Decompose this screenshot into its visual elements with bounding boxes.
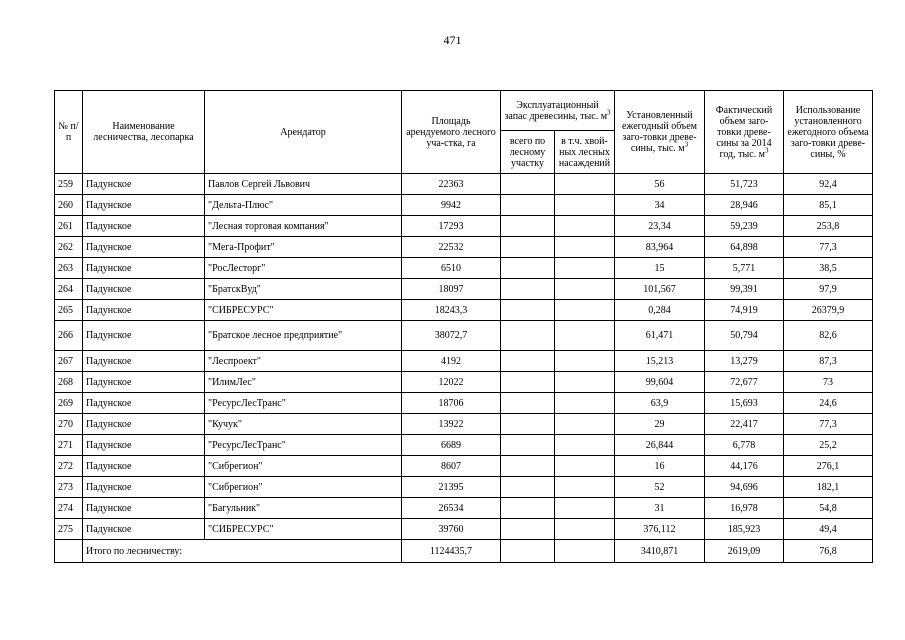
- cell-num: 268: [55, 372, 83, 393]
- table-row: [55, 351, 873, 372]
- table-row: [55, 195, 873, 216]
- cell-usage: 92,4: [784, 174, 873, 195]
- cell-allowed: 376,112: [615, 519, 705, 540]
- cell-actual: 16,978: [705, 498, 784, 519]
- cell-forestry: Падунское: [83, 519, 205, 540]
- cell-tenant: "Лесная торговая компания": [205, 216, 402, 237]
- cell-stock-total: [501, 498, 555, 519]
- cell-area: 13922: [402, 414, 501, 435]
- page-number: 471: [443, 33, 462, 47]
- cell-area: 21395: [402, 477, 501, 498]
- cell-stock-total: [501, 519, 555, 540]
- cell-num: 269: [55, 393, 83, 414]
- cell-stock-total: [501, 279, 555, 300]
- cell-num: 272: [55, 456, 83, 477]
- cell-actual: 28,946: [705, 195, 784, 216]
- total-num-cell: [55, 540, 83, 563]
- total-usage: 76,8: [784, 540, 873, 563]
- cell-actual: 59,239: [705, 216, 784, 237]
- cell-area: 4192: [402, 351, 501, 372]
- header-area: Площадь арендуемого лесного уча-стка, га: [402, 91, 501, 174]
- cell-num: 259: [55, 174, 83, 195]
- header-actual-sup: 3: [765, 146, 769, 155]
- table-row: [55, 321, 873, 351]
- cell-num: 274: [55, 498, 83, 519]
- cell-actual: 185,923: [705, 519, 784, 540]
- cell-usage: 25,2: [784, 435, 873, 456]
- total-allowed: 3410,871: [615, 540, 705, 563]
- cell-allowed: 0,284: [615, 300, 705, 321]
- cell-usage: 24,6: [784, 393, 873, 414]
- cell-stock-conifer: [555, 351, 615, 372]
- cell-actual: 5,771: [705, 258, 784, 279]
- cell-actual: 74,919: [705, 300, 784, 321]
- cell-tenant: Павлов Сергей Львович: [205, 174, 402, 195]
- cell-stock-total: [501, 195, 555, 216]
- cell-num: 275: [55, 519, 83, 540]
- cell-tenant: "Леспроект": [205, 351, 402, 372]
- cell-forestry: Падунское: [83, 237, 205, 258]
- header-allowed-sup: 3: [684, 140, 689, 149]
- cell-actual: 50,794: [705, 321, 784, 351]
- header-allowed: [615, 91, 705, 174]
- total-label: Итого по лесничеству:: [83, 540, 402, 563]
- cell-usage: 85,1: [784, 195, 873, 216]
- cell-stock-conifer: [555, 456, 615, 477]
- cell-stock-conifer: [555, 195, 615, 216]
- header-usage: Использование установленного ежегодного объема заго-товки древе-сины, %: [784, 91, 873, 174]
- cell-num: 261: [55, 216, 83, 237]
- cell-actual: 64,898: [705, 237, 784, 258]
- cell-usage: 38,5: [784, 258, 873, 279]
- cell-stock-total: [501, 300, 555, 321]
- cell-forestry: Падунское: [83, 456, 205, 477]
- cell-forestry: Падунское: [83, 174, 205, 195]
- cell-actual: 15,693: [705, 393, 784, 414]
- cell-tenant: "ИлимЛес": [205, 372, 402, 393]
- cell-tenant: "Дельта-Плюс": [205, 195, 402, 216]
- cell-allowed: 61,471: [615, 321, 705, 351]
- cell-area: 9942: [402, 195, 501, 216]
- cell-tenant: "РесурсЛесТранс": [205, 393, 402, 414]
- cell-usage: 182,1: [784, 477, 873, 498]
- table-row: [55, 216, 873, 237]
- cell-usage: 276,1: [784, 456, 873, 477]
- cell-stock-conifer: [555, 279, 615, 300]
- cell-tenant: "БратскВуд": [205, 279, 402, 300]
- cell-stock-total: [501, 393, 555, 414]
- cell-num: 267: [55, 351, 83, 372]
- table-row: [55, 372, 873, 393]
- table-row: [55, 174, 873, 195]
- cell-area: 8607: [402, 456, 501, 477]
- cell-allowed: 15: [615, 258, 705, 279]
- header-stock-total: всего по лесному участку: [501, 131, 555, 174]
- cell-stock-conifer: [555, 435, 615, 456]
- cell-area: 6510: [402, 258, 501, 279]
- cell-tenant: "Сибрегион": [205, 477, 402, 498]
- cell-stock-total: [501, 477, 555, 498]
- cell-area: 26534: [402, 498, 501, 519]
- cell-num: 271: [55, 435, 83, 456]
- cell-stock-total: [501, 435, 555, 456]
- cell-stock-total: [501, 258, 555, 279]
- cell-stock-conifer: [555, 237, 615, 258]
- cell-allowed: 99,604: [615, 372, 705, 393]
- total-row: [55, 540, 873, 563]
- table-row: [55, 498, 873, 519]
- header-num: № п/п: [55, 91, 83, 174]
- cell-usage: 49,4: [784, 519, 873, 540]
- cell-actual: 72,677: [705, 372, 784, 393]
- cell-allowed: 31: [615, 498, 705, 519]
- header-stock-text: Эксплуатационный запас древесины, тыс. м: [504, 99, 608, 122]
- cell-area: 39760: [402, 519, 501, 540]
- cell-forestry: Падунское: [83, 498, 205, 519]
- cell-allowed: 56: [615, 174, 705, 195]
- cell-actual: 13,279: [705, 351, 784, 372]
- cell-num: 273: [55, 477, 83, 498]
- cell-tenant: "СИБРЕСУРС": [205, 300, 402, 321]
- cell-usage: 77,3: [784, 237, 873, 258]
- cell-tenant: "РесурсЛесТранс": [205, 435, 402, 456]
- cell-num: 262: [55, 237, 83, 258]
- cell-allowed: 101,567: [615, 279, 705, 300]
- header-stock-sup: 3: [607, 108, 611, 117]
- table-row: [55, 456, 873, 477]
- header-actual: [705, 91, 784, 174]
- header-actual-text: Фактический объем заго-товки древе-сины за 2014 год, тыс. м: [715, 104, 773, 160]
- total-stock-total: [501, 540, 555, 563]
- cell-forestry: Падунское: [83, 258, 205, 279]
- cell-forestry: Падунское: [83, 279, 205, 300]
- cell-actual: 22,417: [705, 414, 784, 435]
- cell-tenant: "РосЛесторг": [205, 258, 402, 279]
- cell-allowed: 16: [615, 456, 705, 477]
- cell-usage: 82,6: [784, 321, 873, 351]
- cell-usage: 26379,9: [784, 300, 873, 321]
- cell-forestry: Падунское: [83, 216, 205, 237]
- table-row: [55, 414, 873, 435]
- cell-num: 270: [55, 414, 83, 435]
- cell-stock-conifer: [555, 498, 615, 519]
- cell-tenant: "Братское лесное предприятие": [205, 321, 402, 351]
- cell-actual: 94,696: [705, 477, 784, 498]
- table-row: [55, 258, 873, 279]
- header-forestry: Наименование лесничества, лесопарка: [83, 91, 205, 174]
- cell-actual: 6,778: [705, 435, 784, 456]
- cell-allowed: 23,34: [615, 216, 705, 237]
- table-row: [55, 435, 873, 456]
- cell-usage: 77,3: [784, 414, 873, 435]
- cell-tenant: "Мега-Профит": [205, 237, 402, 258]
- cell-stock-total: [501, 414, 555, 435]
- cell-num: 260: [55, 195, 83, 216]
- cell-actual: 51,723: [705, 174, 784, 195]
- cell-forestry: Падунское: [83, 393, 205, 414]
- cell-usage: 87,3: [784, 351, 873, 372]
- cell-stock-total: [501, 174, 555, 195]
- header-allowed-text: Установленный ежегодный объем заго-товки древе-сины, тыс. м: [621, 110, 697, 154]
- cell-area: 17293: [402, 216, 501, 237]
- table-row: [55, 519, 873, 540]
- cell-allowed: 15,213: [615, 351, 705, 372]
- cell-stock-conifer: [555, 300, 615, 321]
- forest-lease-table: [54, 90, 873, 563]
- cell-stock-conifer: [555, 321, 615, 351]
- cell-num: 266: [55, 321, 83, 351]
- cell-stock-total: [501, 351, 555, 372]
- cell-forestry: Падунское: [83, 435, 205, 456]
- cell-actual: 44,176: [705, 456, 784, 477]
- table-row: [55, 279, 873, 300]
- cell-actual: 99,391: [705, 279, 784, 300]
- cell-stock-total: [501, 456, 555, 477]
- cell-area: 22532: [402, 237, 501, 258]
- cell-tenant: "Сибрегион": [205, 456, 402, 477]
- cell-stock-total: [501, 216, 555, 237]
- cell-allowed: 29: [615, 414, 705, 435]
- cell-area: 6689: [402, 435, 501, 456]
- cell-stock-conifer: [555, 414, 615, 435]
- cell-allowed: 52: [615, 477, 705, 498]
- total-area: 1124435,7: [402, 540, 501, 563]
- table-row: [55, 300, 873, 321]
- cell-area: 12022: [402, 372, 501, 393]
- cell-stock-total: [501, 237, 555, 258]
- cell-forestry: Падунское: [83, 372, 205, 393]
- header-stock: [501, 91, 615, 131]
- cell-stock-conifer: [555, 372, 615, 393]
- cell-area: 22363: [402, 174, 501, 195]
- cell-forestry: Падунское: [83, 414, 205, 435]
- cell-usage: 97,9: [784, 279, 873, 300]
- table-row: [55, 477, 873, 498]
- cell-area: 18243,3: [402, 300, 501, 321]
- cell-stock-conifer: [555, 258, 615, 279]
- cell-tenant: "Багульник": [205, 498, 402, 519]
- cell-num: 265: [55, 300, 83, 321]
- total-stock-conifer: [555, 540, 615, 563]
- cell-tenant: "Кучук": [205, 414, 402, 435]
- table-row: [55, 393, 873, 414]
- cell-forestry: Падунское: [83, 321, 205, 351]
- header-stock-conifer: в т.ч. хвой-ных лесных насаждений: [555, 131, 615, 174]
- cell-usage: 73: [784, 372, 873, 393]
- cell-tenant: "СИБРЕСУРС": [205, 519, 402, 540]
- cell-forestry: Падунское: [83, 195, 205, 216]
- cell-area: 18706: [402, 393, 501, 414]
- cell-area: 38072,7: [402, 321, 501, 351]
- cell-stock-conifer: [555, 393, 615, 414]
- cell-stock-conifer: [555, 174, 615, 195]
- cell-allowed: 83,964: [615, 237, 705, 258]
- cell-stock-total: [501, 321, 555, 351]
- cell-area: 18097: [402, 279, 501, 300]
- cell-forestry: Падунское: [83, 300, 205, 321]
- cell-forestry: Падунское: [83, 351, 205, 372]
- cell-usage: 253,8: [784, 216, 873, 237]
- cell-stock-conifer: [555, 216, 615, 237]
- cell-allowed: 26,844: [615, 435, 705, 456]
- cell-allowed: 63,9: [615, 393, 705, 414]
- cell-usage: 54,8: [784, 498, 873, 519]
- cell-forestry: Падунское: [83, 477, 205, 498]
- cell-stock-conifer: [555, 519, 615, 540]
- cell-num: 263: [55, 258, 83, 279]
- cell-num: 264: [55, 279, 83, 300]
- header-tenant: Арендатор: [205, 91, 402, 174]
- cell-stock-conifer: [555, 477, 615, 498]
- table-row: [55, 237, 873, 258]
- total-actual: 2619,09: [705, 540, 784, 563]
- cell-stock-total: [501, 372, 555, 393]
- cell-allowed: 34: [615, 195, 705, 216]
